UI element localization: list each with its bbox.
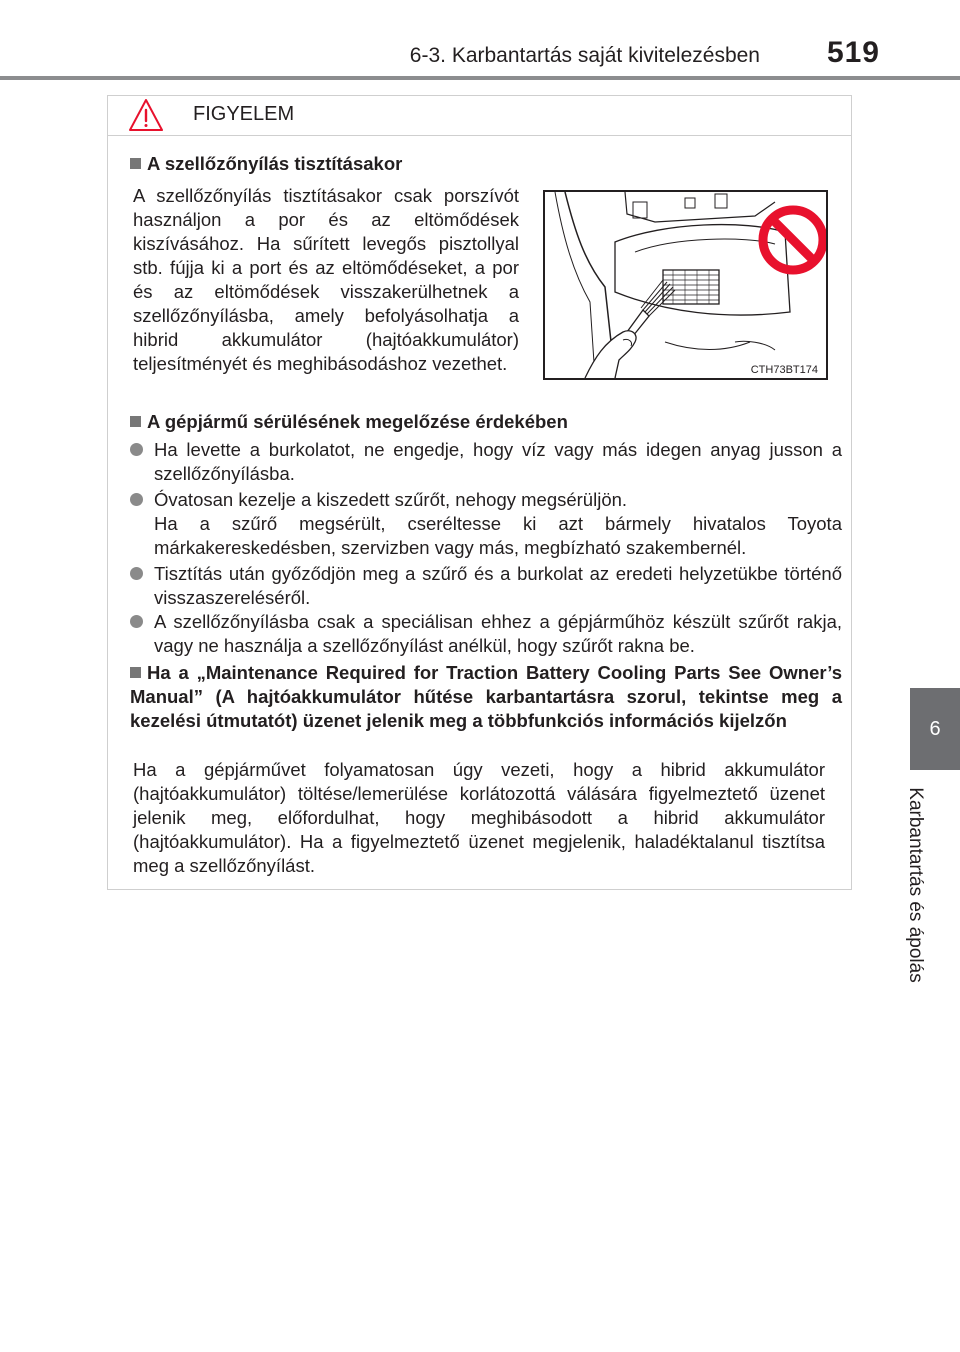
bullet-icon [130, 443, 143, 456]
page-number: 519 [826, 36, 880, 69]
warning-header [108, 96, 851, 136]
brush-hand [585, 280, 675, 378]
section-heading [130, 661, 842, 733]
section-marker-icon [130, 158, 141, 169]
bullet-icon [130, 615, 143, 628]
section-marker-icon [130, 667, 141, 678]
paragraph-text: Ha a gépjárművet folyamatosan úgy vezeti, hogy a hibrid akkumulátor (hajtóakkumulátor) töltése/lemerülése korlátozottá válására figyelmeztető üzenet jelenik meg, előfordulhat, hogy meghibásodott a hibrid akkumulátor (hajtóakkumulátor). Ha a figyelmeztető üzenet megjelenik, haladéktalanul tisztítsa meg a szellőzőnyílást. [133, 759, 825, 876]
list-item [130, 438, 842, 486]
prohibition-icon [763, 210, 823, 270]
chapter-title: Karbantartás és ápolás [905, 787, 926, 983]
figure-code: CTH73BT174 [750, 364, 818, 376]
warning-box [107, 95, 852, 890]
vent-grille [663, 270, 719, 304]
list-item [130, 488, 842, 560]
list-item-text: A szellőzőnyílásba csak a speciálisan ehhez a gépjárműhöz készült szűrőt rakja, vagy ne használja a szellőzőnyílást anélkül, hogy szűrőt rakna be. [154, 611, 842, 656]
warning-triangle-icon [128, 98, 164, 132]
chapter-side-label [890, 780, 940, 990]
list-item-text: Óvatosan kezelje a kiszedett szűrőt, nehogy megsérüljön. [154, 489, 628, 510]
section-heading-text: Ha a „Maintenance Required for Traction Battery Cooling Parts See Owner’s Manual” (A hajtóakkumulátor hűtése karbantartásra szorul, tekintse meg a kezelési útmutatót) üzenet jelenik meg a többfunkciós információs kijelzőn [130, 662, 842, 731]
section-heading-text: A gépjármű sérülésének megelőzése érdekében [147, 411, 568, 432]
warning-label: FIGYELEM [193, 103, 295, 125]
section-heading [130, 152, 830, 176]
list-item-text: Ha a szűrő megsérült, cseréltesse ki azt bármely hivatalos Toyota márkakereskedésben, szervizben vagy más, megbízható szakembernél. [154, 513, 842, 558]
list-item [130, 610, 842, 658]
list-item-text: Ha levette a burkolatot, ne engedje, hogy víz vagy más idegen anyag jusson a szellőzőnyílásba. [154, 439, 842, 484]
section-marker-icon [130, 416, 141, 427]
section-heading [130, 410, 830, 434]
bullet-icon [130, 493, 143, 506]
bullet-icon [130, 567, 143, 580]
chapter-number: 6 [929, 717, 941, 740]
section-title: 6-3. Karbantartás saját kivitelezésben [409, 44, 760, 67]
chapter-tab [910, 688, 960, 770]
vent-brush-drawing [545, 192, 826, 378]
section-paragraph [133, 758, 825, 878]
paragraph-text: A szellőzőnyílás tisztításakor csak porszívót használjon a por és az eltömődések kiszívásához. Ha sűrített levegős pisztollyal stb. fújja ki a port és az eltömődéseket, a por és az eltömődések visszakerülhetnek a szellőzőnyílásba, amely befolyásolhatja a hibrid akkumulátor (hajtóakkumulátor) teljesítményét és meghibásodáshoz vezethet. [133, 185, 519, 374]
vent-cleaning-illustration [543, 190, 828, 380]
header-rule [0, 76, 960, 80]
section-heading-text: A szellőzőnyílás tisztításakor [147, 153, 403, 174]
list-item-text: Tisztítás után győződjön meg a szűrő és a burkolat az eredeti helyzetükbe történő visszaszereléséről. [154, 563, 842, 608]
section-paragraph [133, 184, 519, 376]
list-item [130, 562, 842, 610]
